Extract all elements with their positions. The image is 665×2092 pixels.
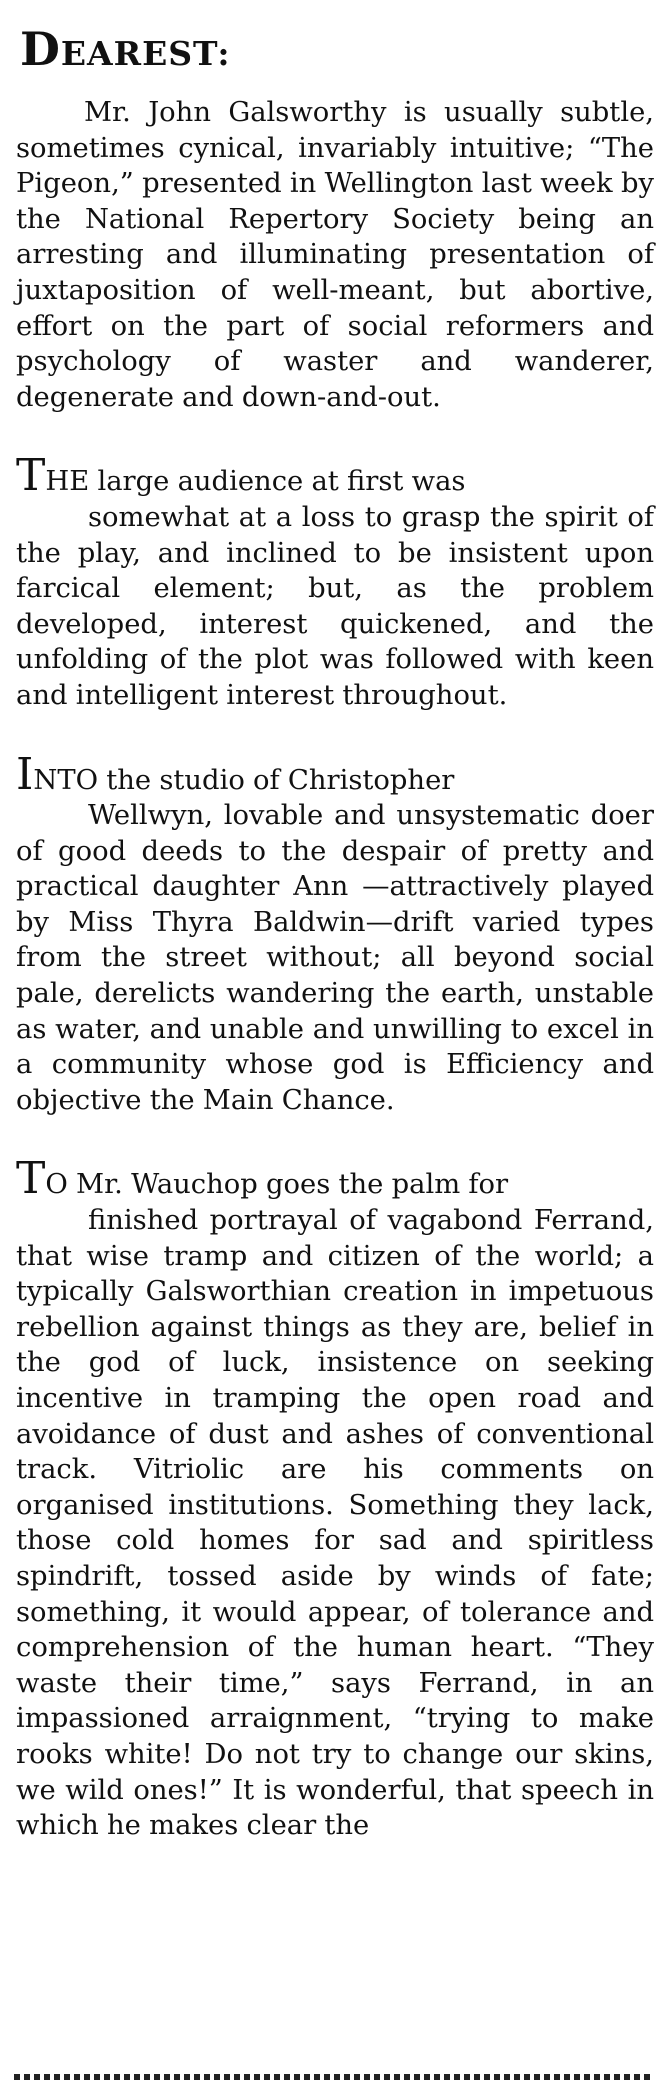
paragraph-4-text: finished portrayal of vagabond Ferrand, that wise tramp and citizen of the world; a typically Galsworthian creation in impetuous rebellion against things as they are, belief in the god of luck, insistence on seeking incentive in tramping the open road and avoidance of dust and ashes of conventional track. Vitriolic are his comments on organised institutions. Something they lack, those cold homes for sad and spiritless spindrift, tossed aside by winds of fate; something, it would appear, of tolerance and comprehension of the human heart. “They waste their time,” says Ferrand, in an impassioned arraignment, “trying to make rooks white! Do not try to change our skins, we wild ones!” It is wonderful, that speech in which he makes clear the xyxy=(16,1205,654,1842)
salutation-initial: D xyxy=(20,22,61,76)
paragraph-2-initial: T xyxy=(16,450,46,502)
paragraph-3-text: Wellwyn, lovable and unsystematic doer of good deeds to the despair of pretty and practical daughter Ann —attractively played by Miss Thyra Baldwin—drift varied types from the street without; all beyond social pale, derelicts wandering the earth, unstable as water, and unable and unwilling to excel in a community whose god is Efficiency and objective the Main Chance. xyxy=(16,800,654,1116)
dotted-rule xyxy=(14,2074,654,2080)
paragraph-4-initial: T xyxy=(16,1153,46,1205)
paragraph-3-initial: I xyxy=(16,748,34,800)
paragraph-2 xyxy=(16,450,654,713)
paragraph-4-lead: O Mr. Wauchop goes the palm for xyxy=(45,1169,509,1201)
paragraph-1: Mr. John Galsworthy is usually subtle, sometimes cynical, invariably intuitive; “The Pigeon,” presented in Wellington last week by the National Repertory Society being an arresting and illuminating presentation of juxtaposition of well-meant, but abortive, effort on the part of social reformers and psychology of waster and wanderer, degenerate and down-and-out. xyxy=(16,97,654,413)
paragraph-3 xyxy=(16,748,654,1119)
article-column xyxy=(16,22,654,1844)
paragraph-4 xyxy=(16,1153,654,1843)
salutation-text: EAREST: xyxy=(60,34,231,73)
salutation xyxy=(20,22,654,77)
paragraph-2-text: somewhat at a loss to grasp the spirit of the play, and inclined to be insistent upon farcical element; but, as the problem developed, interest quickened, and the unfolding of the plot was followed with keen and intelligent interest throughout. xyxy=(16,501,654,711)
paragraph-2-lead: HE large audience at first was xyxy=(45,466,466,498)
paragraph-3-lead: NTO the studio of Christopher xyxy=(33,764,455,796)
